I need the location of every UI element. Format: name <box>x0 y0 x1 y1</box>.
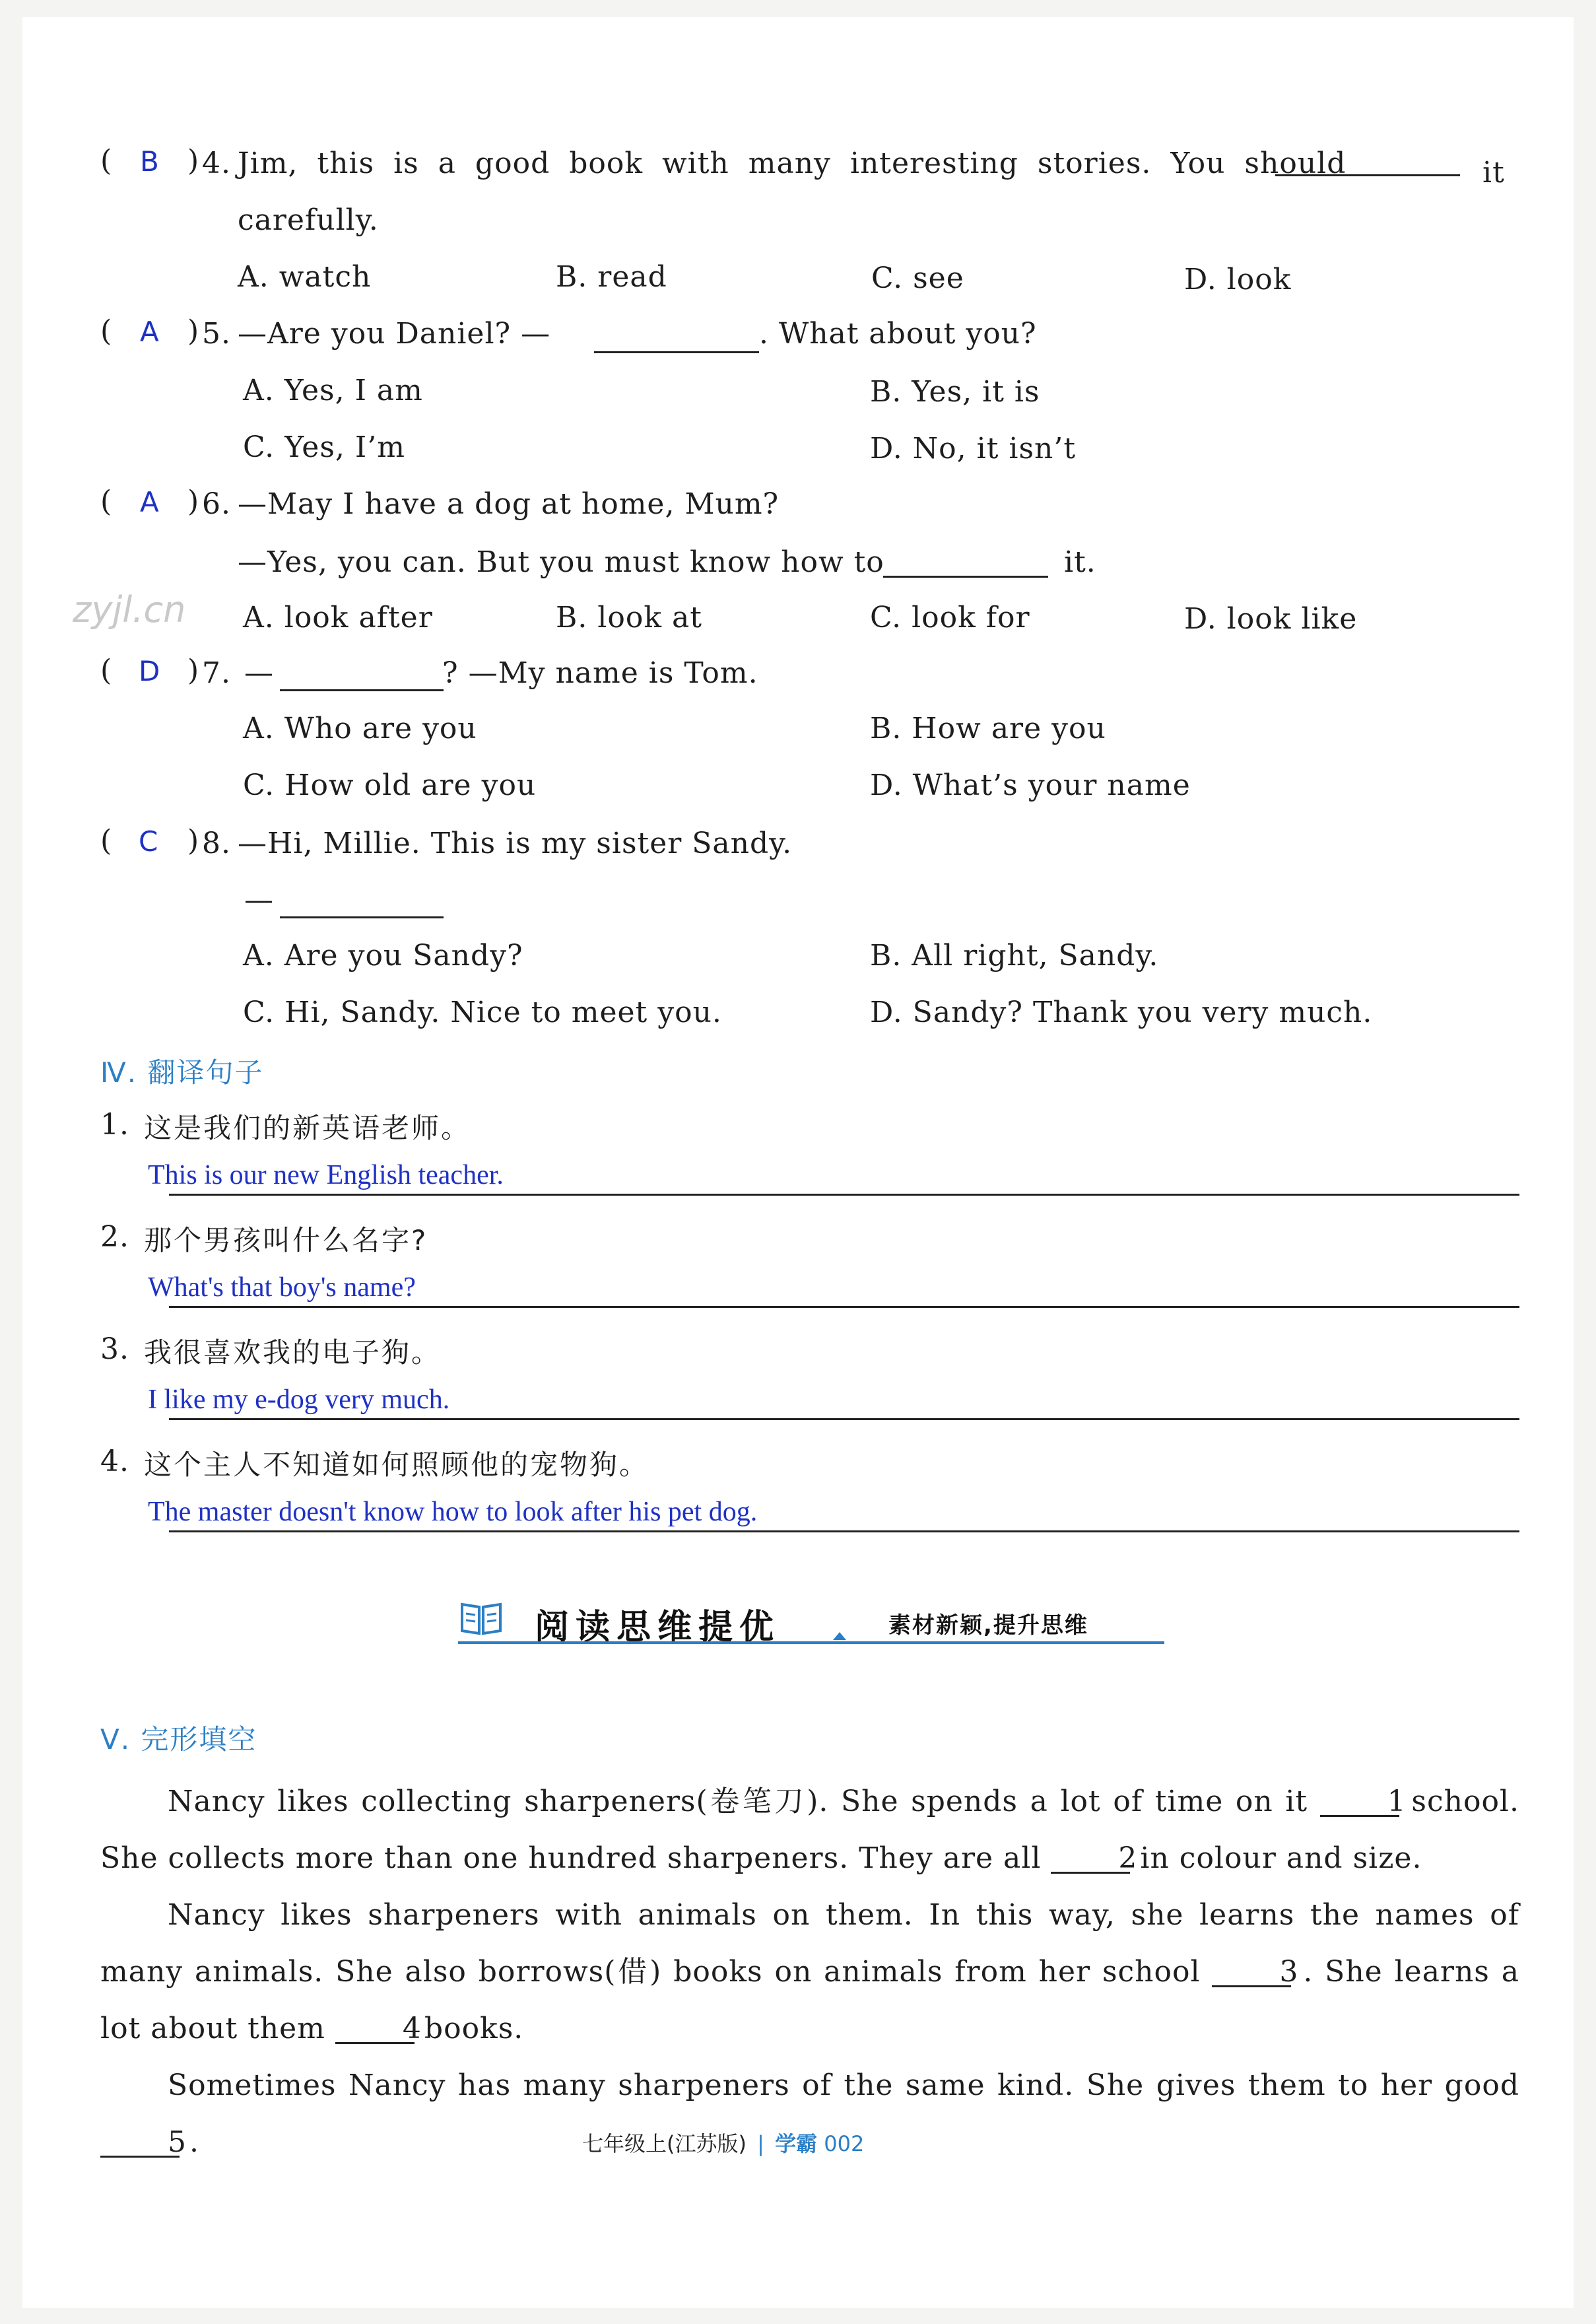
option-a: A. Who are you <box>243 712 477 745</box>
chinese-sentence: 这个主人不知道如何照顾他的宠物狗。 <box>144 1449 649 1481</box>
cloze-blank-2: 2 <box>1051 1845 1130 1874</box>
question-stem-2: —Yes, you can. But you must know how to <box>238 545 884 579</box>
option-b: B. look at <box>556 601 702 634</box>
footer-grade: 七年级上(江苏版) <box>582 2131 747 2156</box>
answer-letter: D <box>139 655 160 687</box>
option-a: A. watch <box>238 260 372 294</box>
text-segment: school. She collects more than one hundred sharpeners. They are all <box>100 1785 1519 1875</box>
question-stem: Jim, this is a good book with many interesting stories. You should <box>238 147 1347 180</box>
chinese-sentence: 这是我们的新英语老师。 <box>144 1112 471 1144</box>
page-footer <box>582 2127 864 2158</box>
text-segment: books. <box>424 2012 524 2045</box>
answer-letter: B <box>140 145 159 178</box>
question-stem-end: . What about you? <box>759 317 1037 351</box>
option-c: C. How old are you <box>243 769 537 802</box>
option-b: B. All right, Sandy. <box>870 939 1159 973</box>
question-stem: —Are you Daniel? — <box>238 317 551 351</box>
question-dash: — <box>244 656 274 690</box>
option-b: B. How are you <box>870 712 1106 745</box>
banner-title: 阅读思维提优 <box>535 1608 781 1647</box>
answer-paren-close: ) <box>187 144 199 178</box>
answer-paren-open: ( <box>100 824 112 858</box>
option-a: A. look after <box>243 601 433 634</box>
answer-blank <box>883 576 1048 578</box>
answer-blank <box>1275 174 1460 176</box>
item-number: 3. <box>100 1332 129 1366</box>
cloze-blank-1: 1 <box>1320 1789 1399 1817</box>
section-4-title: Ⅳ. 翻译句子 <box>100 1056 264 1089</box>
answer-paren-open: ( <box>100 485 112 518</box>
question-number: 8. <box>202 827 231 860</box>
answer-paren-open: ( <box>100 314 112 348</box>
cloze-blank-3: 3 <box>1212 1959 1291 1987</box>
answer-line <box>169 1530 1519 1532</box>
cloze-paragraph-1 <box>100 1773 1519 1887</box>
option-d: D. look <box>1184 263 1292 296</box>
question-stem: —Hi, Millie. This is my sister Sandy. <box>238 827 793 860</box>
answer-paren-close: ) <box>187 654 199 687</box>
option-c: C. look for <box>870 601 1030 634</box>
page-number: 002 <box>824 2131 865 2156</box>
item-number: 4. <box>100 1445 129 1478</box>
translation-answer: I like my e-dog very much. <box>148 1384 450 1415</box>
item-number: 1. <box>100 1108 129 1142</box>
cloze-blank-4: 4 <box>335 2016 415 2044</box>
answer-blank <box>594 351 759 353</box>
open-book-icon <box>458 1598 504 1637</box>
answer-paren-open: ( <box>100 144 112 178</box>
option-b: B. read <box>556 260 667 294</box>
question-number: 7. <box>202 656 231 690</box>
question-stem: —May I have a dog at home, Mum? <box>238 487 780 521</box>
answer-line <box>169 1194 1519 1196</box>
answer-line <box>169 1418 1519 1420</box>
text-segment: in colour and size. <box>1140 1841 1422 1875</box>
footer-brand: 学霸 <box>775 2131 818 2156</box>
chinese-sentence: 那个男孩叫什么名字? <box>144 1224 428 1256</box>
question-stem-end: it <box>1482 156 1505 189</box>
answer-paren-open: ( <box>100 654 112 687</box>
option-c: C. Yes, I’m <box>243 430 405 464</box>
option-d: D. No, it isn’t <box>870 432 1077 465</box>
translation-answer: The master doesn't know how to look after his pet dog. <box>148 1497 758 1527</box>
text-segment: Nancy likes sharpeners with animals on them. In this way, she learns the names of many animals. She also borrows(借) books on animals from her school <box>100 1898 1519 1989</box>
answer-letter: A <box>140 316 159 348</box>
answer-line <box>169 1306 1519 1308</box>
option-c: C. see <box>871 261 964 295</box>
text-segment: . <box>189 2125 199 2159</box>
answer-blank <box>280 916 444 918</box>
cloze-blank-5: 5 <box>100 2129 180 2158</box>
cloze-paragraph-2 <box>100 1887 1519 2057</box>
answer-paren-close: ) <box>187 314 199 348</box>
answer-letter: C <box>139 825 158 858</box>
text-segment: Nancy likes collecting sharpeners(卷笔刀). She spends a lot of time on it <box>168 1785 1308 1818</box>
option-b: B. Yes, it is <box>870 375 1040 409</box>
site-watermark: zyjl.cn <box>73 589 186 631</box>
option-d: D. What’s your name <box>870 769 1191 802</box>
question-number: 6. <box>202 487 231 521</box>
answer-paren-close: ) <box>187 824 199 858</box>
text-segment: . She learns a lot about them <box>100 1955 1519 2045</box>
banner-subtitle: 素材新颖,提升思维 <box>888 1612 1088 1639</box>
option-d: D. look like <box>1184 602 1358 636</box>
footer-separator: | <box>757 2131 764 2156</box>
answer-letter: A <box>140 486 159 518</box>
question-dash: — <box>244 883 274 917</box>
translation-answer: This is our new English teacher. <box>148 1160 504 1190</box>
translation-answer: What's that boy's name? <box>148 1272 416 1303</box>
item-number: 2. <box>100 1220 129 1254</box>
option-a: A. Are you Sandy? <box>243 939 523 973</box>
section-5-title: Ⅴ. 完形填空 <box>100 1723 257 1756</box>
question-number: 4. <box>202 147 231 180</box>
text-segment: Sometimes Nancy has many sharpeners of the same kind. She gives them to her good <box>168 2068 1519 2102</box>
question-stem-end: it. <box>1064 545 1096 579</box>
option-d: D. Sandy? Thank you very much. <box>870 996 1373 1029</box>
worksheet-page <box>22 17 1574 2308</box>
option-a: A. Yes, I am <box>243 374 423 407</box>
chinese-sentence: 我很喜欢我的电子狗。 <box>144 1336 442 1369</box>
question-stem-end: ? —My name is Tom. <box>442 656 758 690</box>
answer-blank <box>280 689 444 691</box>
question-number: 5. <box>202 317 231 351</box>
triangle-marker-icon <box>832 1631 848 1641</box>
option-c: C. Hi, Sandy. Nice to meet you. <box>243 996 722 1029</box>
question-stem-cont: carefully. <box>238 203 379 237</box>
answer-paren-close: ) <box>187 485 199 518</box>
banner-underline <box>458 1641 1164 1644</box>
